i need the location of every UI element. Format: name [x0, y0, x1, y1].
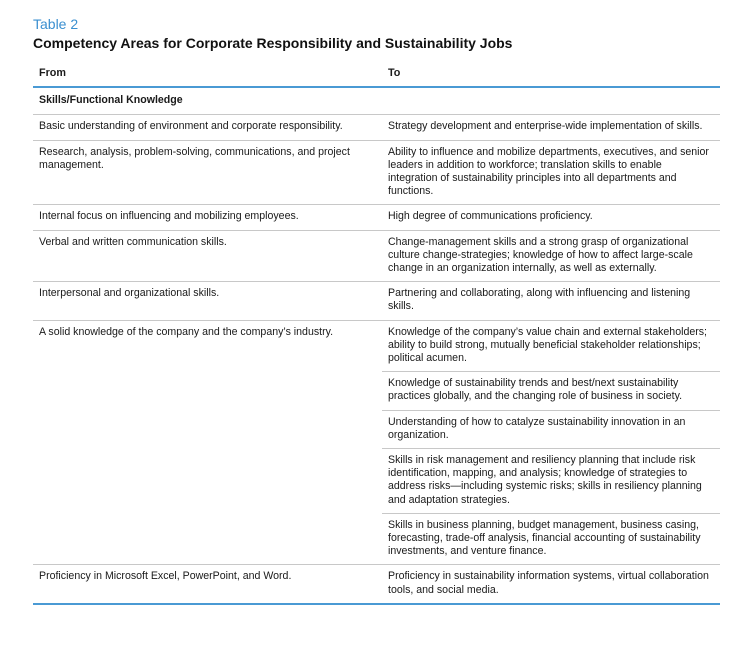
to-cell: Knowledge of the company’s value chain and external stakeholders; ability to build strong, mutually beneficial stakeholder relationships; political acumen.	[382, 320, 720, 372]
to-cell: Skills in risk management and resiliency planning that include risk identification, mapping, and analysis; knowledge of strategies to address risks—including systemic risks; skills in resiliency planning and adaptation strategies.	[382, 449, 720, 514]
table-row	[33, 565, 720, 604]
header-from: From	[33, 60, 382, 87]
header-to: To	[382, 60, 720, 87]
to-cell: Proficiency in sustainability information systems, virtual collaboration tools, and social media.	[382, 565, 720, 604]
to-cell: High degree of communications proficiency.	[382, 205, 720, 230]
section-label: Skills/Functional Knowledge	[33, 87, 720, 115]
from-cell: Verbal and written communication skills.	[33, 230, 382, 282]
header-row	[33, 60, 720, 87]
to-cell: Knowledge of sustainability trends and best/next sustainability practices globally, and the changing role of business in society.	[382, 372, 720, 410]
from-cell: Interpersonal and organizational skills.	[33, 282, 382, 320]
table-row	[33, 282, 720, 320]
table-row	[33, 320, 720, 372]
table-label: Table 2	[33, 16, 79, 32]
to-cell: Understanding of how to catalyze sustainability innovation in an organization.	[382, 410, 720, 448]
section-row	[33, 87, 720, 115]
from-cell: Research, analysis, problem-solving, communications, and project management.	[33, 140, 382, 205]
competency-table	[33, 60, 720, 605]
table-row	[33, 205, 720, 230]
to-cell: Skills in business planning, budget management, business casing, forecasting, trade-off analysis, financial accounting of sustainability investments, and venture finance.	[382, 513, 720, 565]
table-title: Competency Areas for Corporate Responsibility and Sustainability Jobs	[33, 35, 513, 51]
table-row	[33, 115, 720, 140]
from-cell: Basic understanding of environment and corporate responsibility.	[33, 115, 382, 140]
from-cell: Internal focus on influencing and mobilizing employees.	[33, 205, 382, 230]
to-cell: Partnering and collaborating, along with influencing and listening skills.	[382, 282, 720, 320]
to-cell: Strategy development and enterprise-wide implementation of skills.	[382, 115, 720, 140]
to-cell: Ability to influence and mobilize departments, executives, and senior leaders in addition to workforce; translation skills to enable integration of sustainability principles into all departments and functions.	[382, 140, 720, 205]
from-cell: Proficiency in Microsoft Excel, PowerPoint, and Word.	[33, 565, 382, 604]
table-row	[33, 230, 720, 282]
to-cell: Change-management skills and a strong grasp of organizational culture change-strategies; knowledge of how to affect large-scale change in an organization internally, as well as externally.	[382, 230, 720, 282]
table-row	[33, 140, 720, 205]
from-cell: A solid knowledge of the company and the company’s industry.	[33, 320, 382, 565]
